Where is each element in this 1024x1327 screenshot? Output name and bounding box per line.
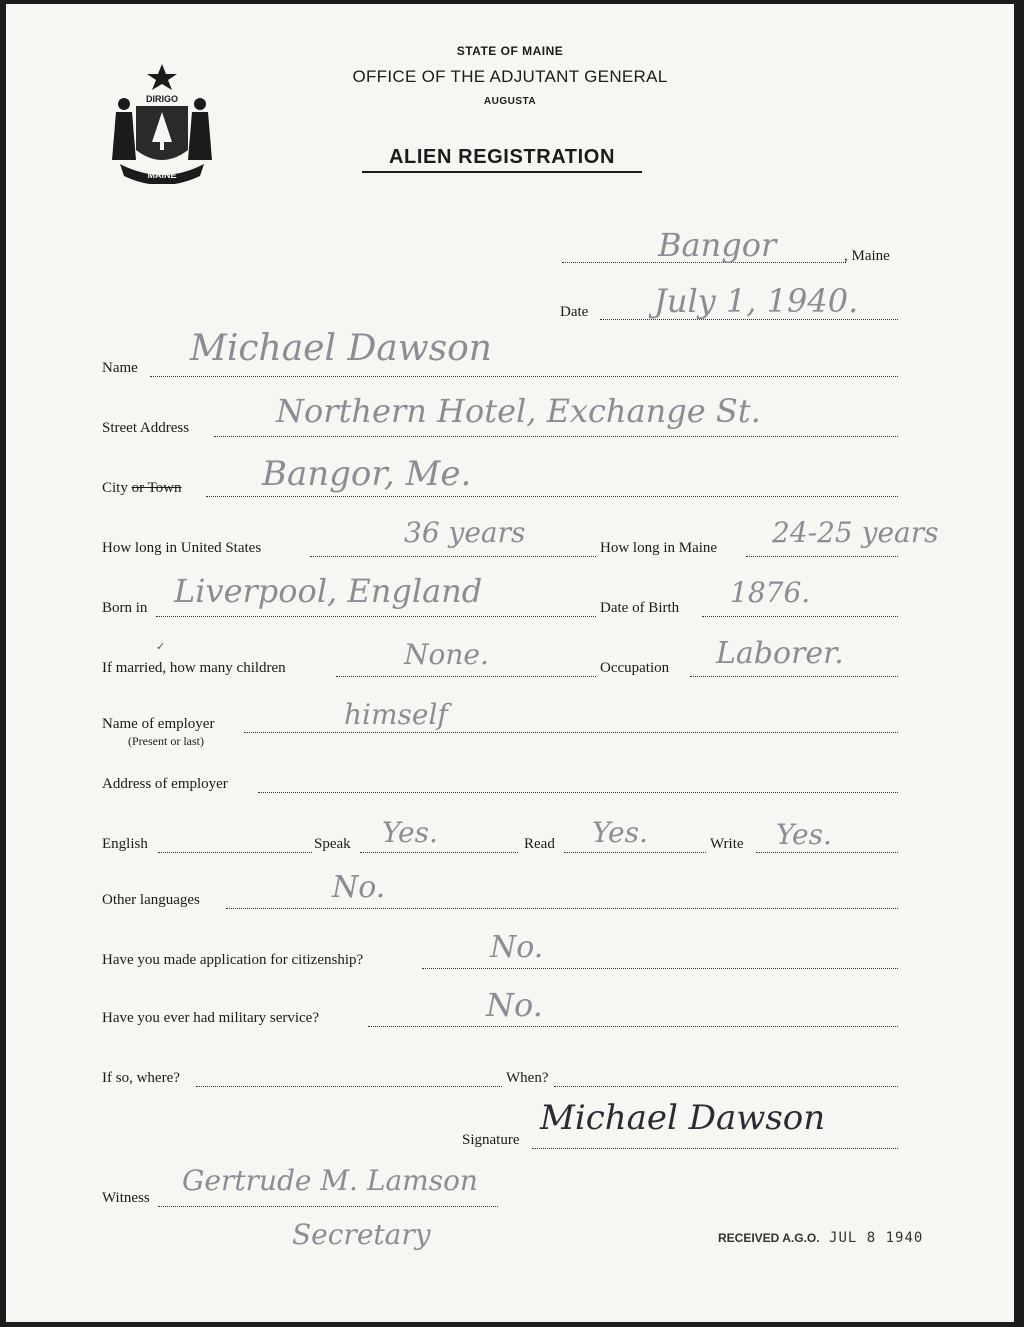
header-state: STATE OF MAINE bbox=[456, 44, 564, 58]
speak-label: Speak bbox=[314, 836, 351, 852]
military-value: No. bbox=[486, 986, 543, 1024]
employer-address-line bbox=[258, 792, 898, 793]
employer-label: Name of employer bbox=[102, 716, 215, 732]
employer-value: himself bbox=[344, 698, 448, 731]
how-long-maine-value: 24-25 years bbox=[772, 516, 939, 549]
citizenship-label: Have you made application for citizenship? bbox=[102, 952, 364, 968]
checkmark-icon: ✓ bbox=[156, 641, 166, 653]
born-in-label: Born in bbox=[102, 600, 148, 616]
how-long-us-value: 36 years bbox=[404, 516, 526, 549]
how-long-maine-label: How long in Maine bbox=[600, 540, 718, 556]
witness-value: Gertrude M. Lamson bbox=[182, 1164, 478, 1197]
seal-banner: MAINE bbox=[147, 170, 177, 180]
occupation-value: Laborer. bbox=[716, 636, 844, 671]
born-in-line bbox=[156, 616, 596, 617]
received-stamp-year: 1940 bbox=[885, 1230, 924, 1246]
how-long-us-line bbox=[310, 556, 596, 557]
or-town-struck-text: or Town bbox=[131, 480, 182, 496]
employer-line bbox=[244, 732, 898, 733]
when-label: When? bbox=[506, 1070, 549, 1086]
other-languages-line bbox=[226, 908, 898, 909]
write-value: Yes. bbox=[776, 818, 832, 851]
witness-title: Secretary bbox=[292, 1218, 431, 1251]
children-value: None. bbox=[404, 638, 489, 671]
witness-label: Witness bbox=[102, 1190, 150, 1206]
employer-sublabel: (Present or last) bbox=[128, 734, 204, 748]
occupation-label: Occupation bbox=[600, 660, 670, 676]
employer-address-label: Address of employer bbox=[102, 776, 228, 792]
write-line bbox=[756, 852, 898, 853]
read-value: Yes. bbox=[592, 816, 648, 849]
military-line bbox=[368, 1026, 898, 1027]
form-title: ALIEN REGISTRATION bbox=[362, 146, 642, 173]
name-value: Michael Dawson bbox=[190, 328, 492, 369]
if-so-where-label: If so, where? bbox=[102, 1070, 180, 1086]
other-languages-label: Other languages bbox=[102, 892, 200, 908]
location-suffix-label: , Maine bbox=[844, 248, 890, 264]
military-label: Have you ever had military service? bbox=[102, 1010, 319, 1026]
city-line bbox=[206, 496, 898, 497]
name-line bbox=[150, 376, 898, 377]
received-stamp-prefix: RECEIVED A.G.O. bbox=[718, 1231, 820, 1245]
signature-label: Signature bbox=[462, 1132, 520, 1148]
speak-value: Yes. bbox=[382, 816, 438, 849]
how-long-maine-line bbox=[746, 556, 898, 557]
children-label: If married, how many children bbox=[102, 660, 286, 676]
date-of-birth-line bbox=[702, 616, 898, 617]
date-of-birth-label: Date of Birth bbox=[600, 600, 680, 616]
street-address-value: Northern Hotel, Exchange St. bbox=[276, 392, 761, 430]
street-address-line bbox=[214, 436, 898, 437]
signature-value: Michael Dawson bbox=[540, 1098, 826, 1138]
date-of-birth-value: 1876. bbox=[730, 576, 811, 609]
other-languages-value: No. bbox=[332, 870, 386, 905]
date-value: July 1, 1940. bbox=[654, 282, 859, 320]
children-line bbox=[336, 676, 596, 677]
city-label-text: City bbox=[102, 480, 128, 496]
how-long-us-label: How long in United States bbox=[102, 540, 262, 556]
if-so-where-line bbox=[196, 1086, 502, 1087]
header-office: OFFICE OF THE ADJUTANT GENERAL bbox=[352, 67, 668, 86]
date-label: Date bbox=[560, 304, 589, 320]
registration-form-page bbox=[6, 4, 1014, 1322]
header-city: AUGUSTA bbox=[483, 96, 537, 107]
occupation-line bbox=[690, 676, 898, 677]
when-line bbox=[554, 1086, 898, 1087]
location-value: Bangor bbox=[658, 226, 777, 264]
read-label: Read bbox=[524, 836, 555, 852]
english-label: English bbox=[102, 836, 148, 852]
born-in-value: Liverpool, England bbox=[174, 572, 483, 610]
witness-line bbox=[158, 1206, 498, 1207]
seal-motto: DIRIGO bbox=[145, 94, 179, 104]
read-line bbox=[564, 852, 706, 853]
write-label: Write bbox=[710, 836, 744, 852]
received-stamp bbox=[718, 1230, 923, 1246]
name-label: Name bbox=[102, 360, 138, 376]
signature-line bbox=[532, 1148, 898, 1149]
received-stamp-date: JUL 8 bbox=[829, 1230, 877, 1246]
citizenship-line bbox=[422, 968, 898, 969]
citizenship-value: No. bbox=[490, 930, 544, 965]
city-value: Bangor, Me. bbox=[262, 454, 472, 494]
english-line bbox=[158, 852, 312, 853]
city-label bbox=[102, 480, 182, 497]
speak-line bbox=[360, 852, 518, 853]
street-address-label: Street Address bbox=[102, 420, 190, 436]
